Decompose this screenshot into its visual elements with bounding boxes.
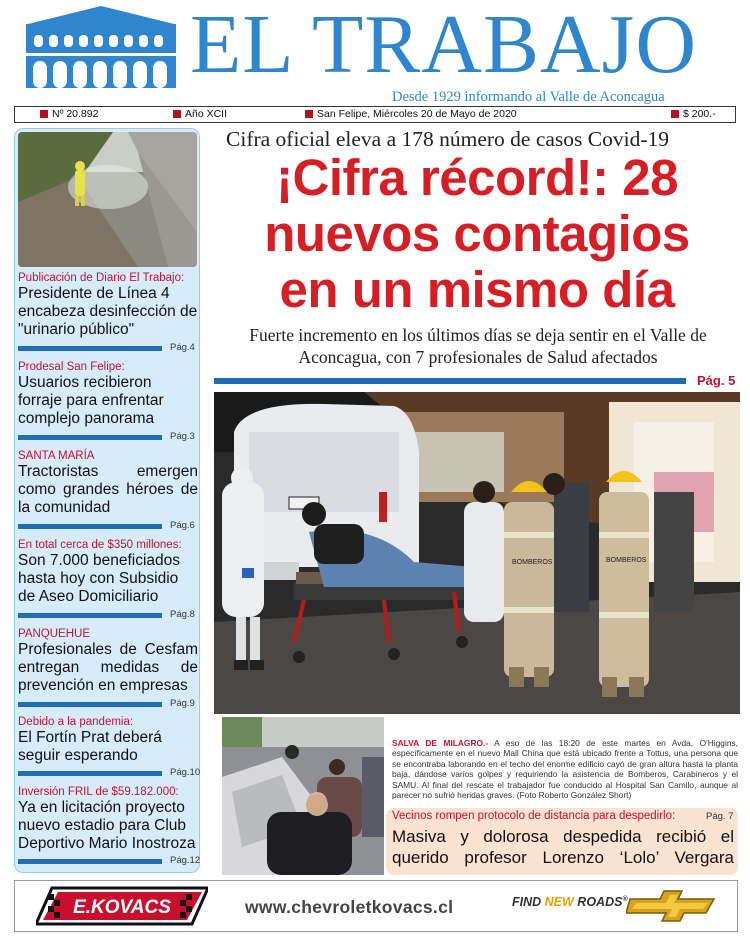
story-headline[interactable]: El Fortín Prat deberá seguir esperando <box>18 729 162 764</box>
story-divider <box>18 524 162 529</box>
headline-line: ¡Cifra récord!: 28 <box>276 149 678 206</box>
story-headline[interactable]: Tractoristas emergen como grandes héroes de la comunidad <box>18 463 198 516</box>
sidebar-story-4[interactable] <box>18 538 198 620</box>
story-headline[interactable]: Son 7.000 beneficiados hasta hoy con Subsidio de Aseo Domiciliario <box>18 552 181 605</box>
story-headline[interactable]: Presidente de Línea 4 encabeza desinfección de "urinario público" <box>18 285 198 338</box>
story-divider <box>18 613 162 618</box>
main-page-ref: Pág. 5 <box>697 373 736 388</box>
newspaper-slogan: Desde 1929 informando al Valle de Aconcagua <box>392 89 665 105</box>
chevrolet-bowtie-icon <box>626 889 718 923</box>
secondary-story-kicker: Vecinos rompen protocolo de distancia para despedirlo: <box>392 810 676 822</box>
ad-slogan: FIND NEW ROADS® <box>512 895 628 909</box>
story-divider <box>18 702 162 707</box>
secondary-story-headline[interactable]: Masiva y dolorosa despedida recibió el querido profesor Lorenzo ‘Lolo’ Vergara <box>392 827 734 867</box>
story-headline[interactable]: Profesionales de Cesfam entregan medidas de prevención en empresas <box>18 641 198 694</box>
firefighter-label-left: BOMBEROS <box>512 559 553 566</box>
headline-line: nuevos contagios <box>264 205 690 262</box>
sidebar-story-2[interactable] <box>18 360 198 442</box>
caption-text: A eso de las 18:20 de este martes en Avda. O'Higgins, específicamente en el nuevo Mall China que está ubicado frente a Tottus, una persona que se encontraba laborando en el techo del enorme edificio cayó de gran altura hasta la planta baja, dándose varios golpes y requiriendo la asistencia de Bomberos, Carabineros y el SAMU. Al final del rescate el trabajador fue conducido al Hospital San Camilo, aunque al parecer no sufrió heridas graves. (Foto Roberto González Short) <box>392 738 738 801</box>
issue-price: $ 200.- <box>671 107 716 122</box>
firefighter-label-right: BOMBEROS <box>606 557 647 564</box>
story-kicker: SANTA MARÍA <box>18 450 95 462</box>
kovacs-logo[interactable] <box>36 884 208 928</box>
story-page: Pág.4 <box>170 342 195 353</box>
main-divider <box>214 378 686 384</box>
secondary-story-page: Pág. 7 <box>706 811 734 822</box>
main-supra-headline: Cifra oficial eleva a 178 número de casos Covid-19 <box>226 127 669 151</box>
sidebar-story-1[interactable] <box>18 271 198 353</box>
story-headline[interactable]: Usuarios recibieron forraje para enfrentar complejo panorama <box>18 374 164 427</box>
ad-brand-text: E.KOVACS <box>73 897 171 918</box>
headline-line: en un mismo día <box>279 261 675 318</box>
story-divider <box>18 346 162 351</box>
story-kicker: Debido a la pandemia: <box>18 716 134 728</box>
story-page: Pág.3 <box>170 431 195 442</box>
sidebar-story-5[interactable] <box>18 627 198 709</box>
sidebar-photo[interactable] <box>18 132 197 267</box>
story-divider <box>18 859 162 864</box>
sidebar-story-3[interactable] <box>18 449 198 531</box>
sidebar-story-6[interactable] <box>18 715 201 778</box>
story-divider <box>18 771 162 776</box>
story-page: Pág.12 <box>170 855 201 866</box>
story-page: Pág.6 <box>170 520 195 531</box>
red-square-icon <box>305 110 313 118</box>
story-page: Pág.9 <box>170 698 195 709</box>
story-kicker: Inversión FRIL de $59.182.000: <box>18 786 179 798</box>
red-square-icon <box>671 110 679 118</box>
photo-caption <box>392 738 738 800</box>
main-subhead: Fuerte incremento en los últimos días se deja sentir en el Valle de Aconcagua, con 7 profesionales de Salud afectados <box>249 325 707 367</box>
issue-number: Nº 20.892 <box>40 107 98 122</box>
story-headline[interactable]: Ya en licitación proyecto nuevo estadio para Club Deportivo Mario Inostroza <box>18 799 196 852</box>
story-kicker: PANQUEHUE <box>18 628 90 640</box>
issue-place-date: San Felipe, Miércoles 20 de Mayo de 2020 <box>305 107 517 122</box>
info-bar <box>14 106 736 123</box>
issue-year: Año XCII <box>173 107 227 122</box>
sidebar-story-7[interactable] <box>18 785 201 866</box>
main-photo[interactable] <box>214 392 740 714</box>
ad-url[interactable]: www.chevroletkovacs.cl <box>245 897 454 917</box>
red-square-icon <box>173 110 181 118</box>
secondary-photo[interactable] <box>222 717 384 875</box>
story-kicker: Publicación de Diario El Trabajo: <box>18 272 185 284</box>
story-kicker: Prodesal San Felipe: <box>18 361 125 373</box>
story-kicker: En total cerca de $350 millones: <box>18 539 182 551</box>
story-page: Pág.10 <box>170 767 201 778</box>
building-arches-logo <box>22 6 180 88</box>
story-page: Pág.8 <box>170 609 195 620</box>
main-headline[interactable] <box>214 150 740 318</box>
red-square-icon <box>40 110 48 118</box>
story-divider <box>18 435 162 440</box>
caption-kicker: SALVA DE MILAGRO.- <box>392 738 489 748</box>
newspaper-title: EL TRABAJO <box>190 0 698 91</box>
